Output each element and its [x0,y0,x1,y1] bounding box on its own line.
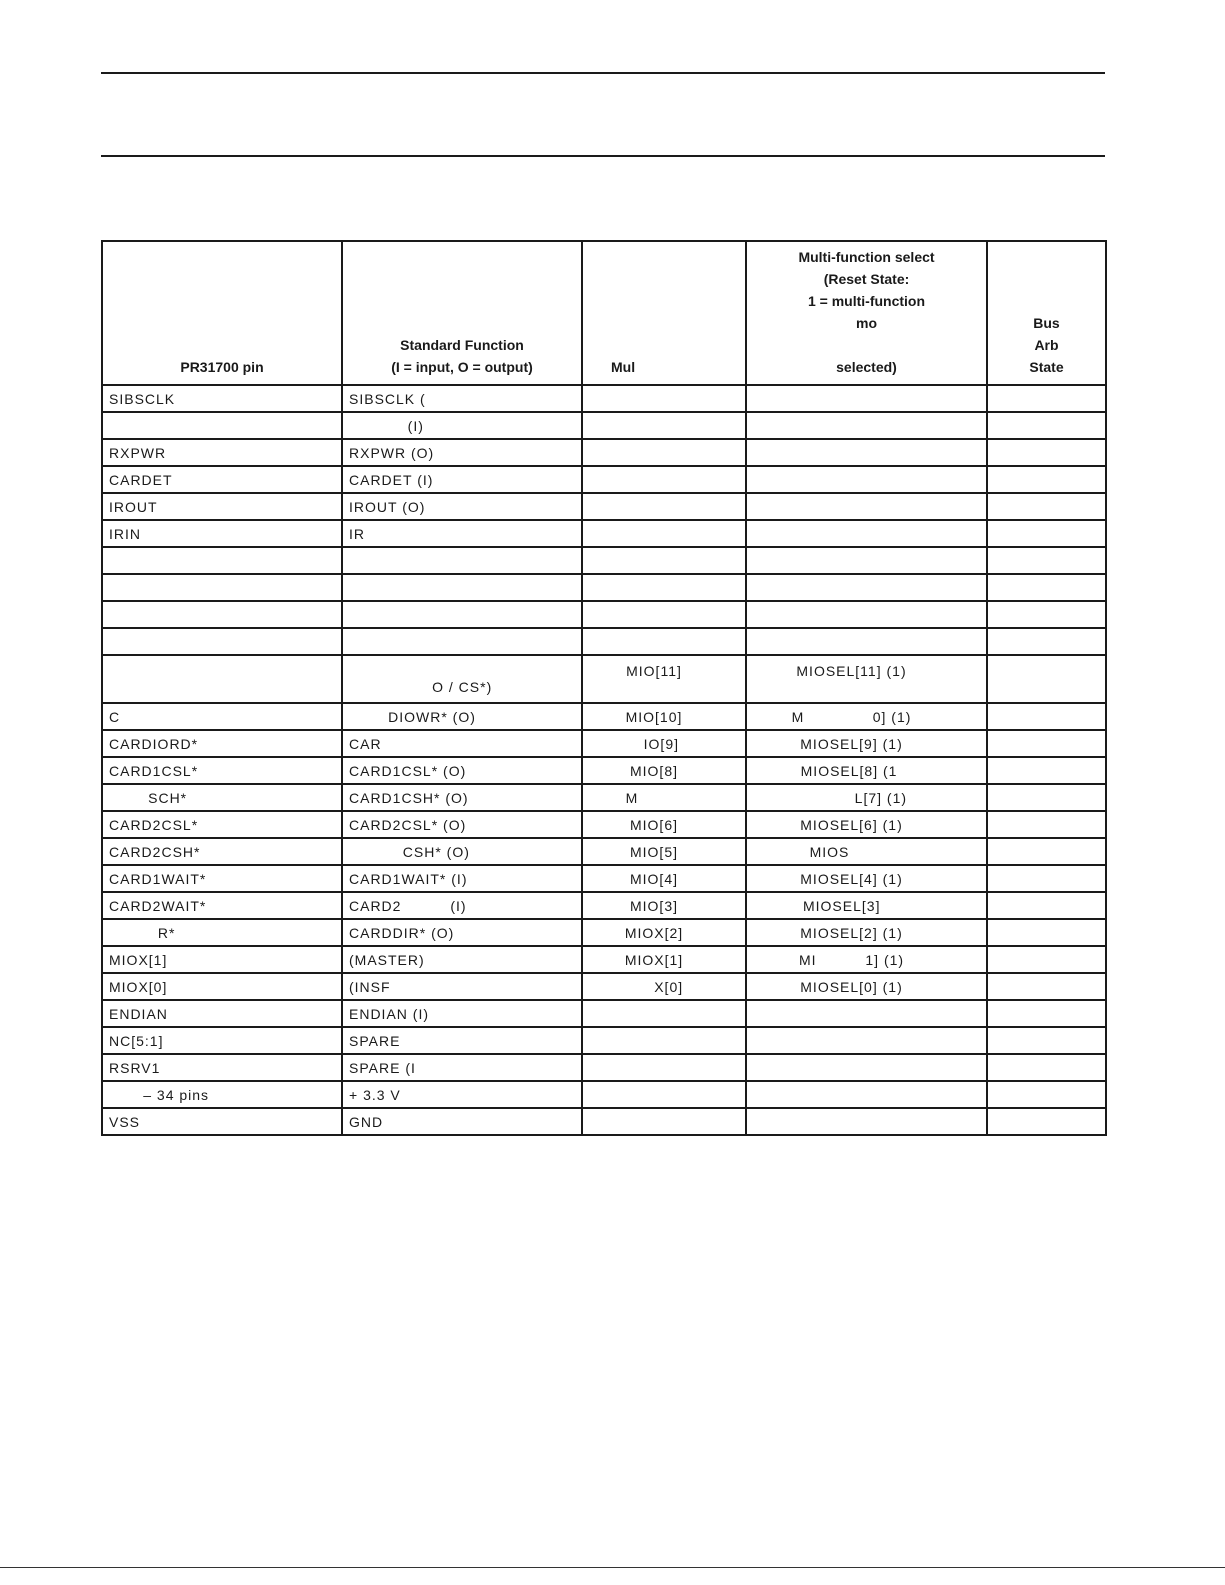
pin-cell [102,655,342,703]
pin-cell: IRIN [102,520,342,547]
standard-function-cell: (MASTER) [342,946,582,973]
pin-cell: MIOX[1] [102,946,342,973]
pin-cell: MIOX[0] [102,973,342,1000]
table-body [102,385,1106,1135]
multi-function-select-cell: M 0] (1) [746,703,987,730]
table-row [102,601,1106,628]
standard-function-cell [342,601,582,628]
multi-function-select-cell [746,1081,987,1108]
table-row [102,1054,1106,1081]
bus-arb-state-cell [987,892,1106,919]
multi-function-cell: MIO[6] [582,811,746,838]
multi-function-select-cell: L[7] (1) [746,784,987,811]
pin-cell: C [102,703,342,730]
table-row [102,547,1106,574]
bus-arb-state-cell [987,493,1106,520]
table-row [102,946,1106,973]
bus-arb-state-cell [987,412,1106,439]
standard-function-cell: CARD2 (I) [342,892,582,919]
standard-function-cell: RXPWR (O) [342,439,582,466]
bus-arb-state-cell [987,601,1106,628]
pin-cell [102,412,342,439]
multi-function-select-cell [746,628,987,655]
multi-function-select-cell: MIOSEL[4] (1) [746,865,987,892]
multi-function-select-cell: MIOSEL[9] (1) [746,730,987,757]
standard-function-cell [342,628,582,655]
table-row [102,493,1106,520]
standard-function-cell: CARD1WAIT* (I) [342,865,582,892]
multi-function-cell: IO[9] [582,730,746,757]
bus-arb-state-cell [987,385,1106,412]
multi-function-select-cell: MIOSEL[6] (1) [746,811,987,838]
multi-function-select-cell [746,520,987,547]
multi-function-cell: MIOX[1] [582,946,746,973]
header-bus-arb-state: Bus Arb State [987,241,1106,385]
multi-function-select-cell: MIOSEL[3] [746,892,987,919]
multi-function-cell: MIO[11] [582,655,746,703]
bus-arb-state-cell [987,1054,1106,1081]
multi-function-select-cell: MIOSEL[11] (1) [746,655,987,703]
multi-function-select-cell [746,466,987,493]
standard-function-cell: O / CS*) [342,655,582,703]
table-row [102,1081,1106,1108]
multi-function-select-cell [746,1108,987,1135]
multi-function-select-cell [746,493,987,520]
multi-function-cell [582,628,746,655]
multi-function-select-cell [746,412,987,439]
bus-arb-state-cell [987,466,1106,493]
multi-function-cell [582,1000,746,1027]
table-row [102,838,1106,865]
table-row [102,811,1106,838]
standard-function-cell: IROUT (O) [342,493,582,520]
header-pin: PR31700 pin [102,241,342,385]
header-standard-function: Standard Function (I = input, O = output) [342,241,582,385]
table-row [102,1027,1106,1054]
standard-function-cell: SPARE [342,1027,582,1054]
table-row [102,973,1106,1000]
pin-cell: R* [102,919,342,946]
standard-function-cell: ENDIAN (I) [342,1000,582,1027]
multi-function-cell: MIO[4] [582,865,746,892]
bus-arb-state-cell [987,655,1106,703]
standard-function-cell: CARD1CSL* (O) [342,757,582,784]
standard-function-cell: IR [342,520,582,547]
pin-cell: IROUT [102,493,342,520]
multi-function-cell [582,1054,746,1081]
pin-cell [102,601,342,628]
table-header-row [102,241,1106,385]
standard-function-cell: + 3.3 V [342,1081,582,1108]
pin-cell: VSS [102,1108,342,1135]
multi-function-select-cell: MI 1] (1) [746,946,987,973]
pin-cell: RXPWR [102,439,342,466]
multi-function-cell: MIO[5] [582,838,746,865]
table-row [102,412,1106,439]
bus-arb-state-cell [987,628,1106,655]
table-row [102,784,1106,811]
top-rule [101,72,1105,74]
pin-cell [102,574,342,601]
multi-function-select-cell: MIOSEL[0] (1) [746,973,987,1000]
standard-function-cell: CSH* (O) [342,838,582,865]
multi-function-select-cell [746,574,987,601]
table-row [102,439,1106,466]
multi-function-cell: MIOX[2] [582,919,746,946]
multi-function-select-cell [746,1054,987,1081]
standard-function-cell: CAR [342,730,582,757]
pin-cell [102,628,342,655]
table-row [102,919,1106,946]
bus-arb-state-cell [987,730,1106,757]
table-row [102,1108,1106,1135]
bus-arb-state-cell [987,1081,1106,1108]
bus-arb-state-cell [987,520,1106,547]
header-multi-function: Mul [582,241,746,385]
multi-function-cell: X[0] [582,973,746,1000]
bus-arb-state-cell [987,703,1106,730]
standard-function-cell: (I) [342,412,582,439]
table-row [102,628,1106,655]
multi-function-cell [582,547,746,574]
table-row [102,520,1106,547]
multi-function-select-cell [746,1027,987,1054]
standard-function-cell: SPARE (I [342,1054,582,1081]
multi-function-cell [582,601,746,628]
standard-function-cell: SIBSCLK ( [342,385,582,412]
standard-function-cell: CARDET (I) [342,466,582,493]
footer-rule [0,1567,1225,1568]
multi-function-cell [582,520,746,547]
multi-function-select-cell: MIOSEL[2] (1) [746,919,987,946]
pin-cell: RSRV1 [102,1054,342,1081]
multi-function-select-cell [746,439,987,466]
bus-arb-state-cell [987,973,1106,1000]
multi-function-select-cell [746,1000,987,1027]
table-row [102,385,1106,412]
header-rule [101,155,1105,157]
multi-function-select-cell [746,601,987,628]
multi-function-cell [582,493,746,520]
table-row [102,655,1106,703]
bus-arb-state-cell [987,547,1106,574]
bus-arb-state-cell [987,946,1106,973]
standard-function-cell: CARDDIR* (O) [342,919,582,946]
bus-arb-state-cell [987,1027,1106,1054]
multi-function-cell: MIO[3] [582,892,746,919]
bus-arb-state-cell [987,1108,1106,1135]
standard-function-cell [342,547,582,574]
multi-function-cell [582,1108,746,1135]
pin-table-container [101,240,1105,1136]
multi-function-cell: M [582,784,746,811]
pin-cell: ENDIAN [102,1000,342,1027]
table-row [102,1000,1106,1027]
pin-cell: CARD1CSL* [102,757,342,784]
multi-function-select-cell: MIOSEL[8] (1 [746,757,987,784]
pin-cell: CARDET [102,466,342,493]
multi-function-cell [582,412,746,439]
multi-function-cell [582,1027,746,1054]
bus-arb-state-cell [987,757,1106,784]
multi-function-cell: MIO[8] [582,757,746,784]
multi-function-cell [582,574,746,601]
pin-cell [102,547,342,574]
pin-function-table [101,240,1107,1136]
standard-function-cell: DIOWR* (O) [342,703,582,730]
table-row [102,466,1106,493]
standard-function-cell: GND [342,1108,582,1135]
pin-cell: CARDIORD* [102,730,342,757]
bus-arb-state-cell [987,574,1106,601]
table-row [102,757,1106,784]
pin-cell: NC[5:1] [102,1027,342,1054]
table-row [102,574,1106,601]
table-row [102,703,1106,730]
bus-arb-state-cell [987,811,1106,838]
standard-function-cell: CARD1CSH* (O) [342,784,582,811]
pin-cell: SCH* [102,784,342,811]
table-row [102,730,1106,757]
bus-arb-state-cell [987,439,1106,466]
table-row [102,892,1106,919]
pin-cell: – 34 pins [102,1081,342,1108]
multi-function-select-cell [746,385,987,412]
pin-cell: CARD2WAIT* [102,892,342,919]
header-multi-function-select: Multi-function select (Reset State: 1 = multi-function mo selected) [746,241,987,385]
bus-arb-state-cell [987,784,1106,811]
multi-function-select-cell: MIOS [746,838,987,865]
multi-function-cell [582,439,746,466]
standard-function-cell: CARD2CSL* (O) [342,811,582,838]
pin-cell: CARD1WAIT* [102,865,342,892]
multi-function-cell [582,1081,746,1108]
bus-arb-state-cell [987,865,1106,892]
pin-cell: CARD2CSL* [102,811,342,838]
multi-function-cell: MIO[10] [582,703,746,730]
standard-function-cell [342,574,582,601]
multi-function-cell [582,385,746,412]
multi-function-select-cell [746,547,987,574]
table-row [102,865,1106,892]
bus-arb-state-cell [987,838,1106,865]
bus-arb-state-cell [987,919,1106,946]
pin-cell: CARD2CSH* [102,838,342,865]
bus-arb-state-cell [987,1000,1106,1027]
pin-cell: SIBSCLK [102,385,342,412]
standard-function-cell: (INSF [342,973,582,1000]
multi-function-cell [582,466,746,493]
